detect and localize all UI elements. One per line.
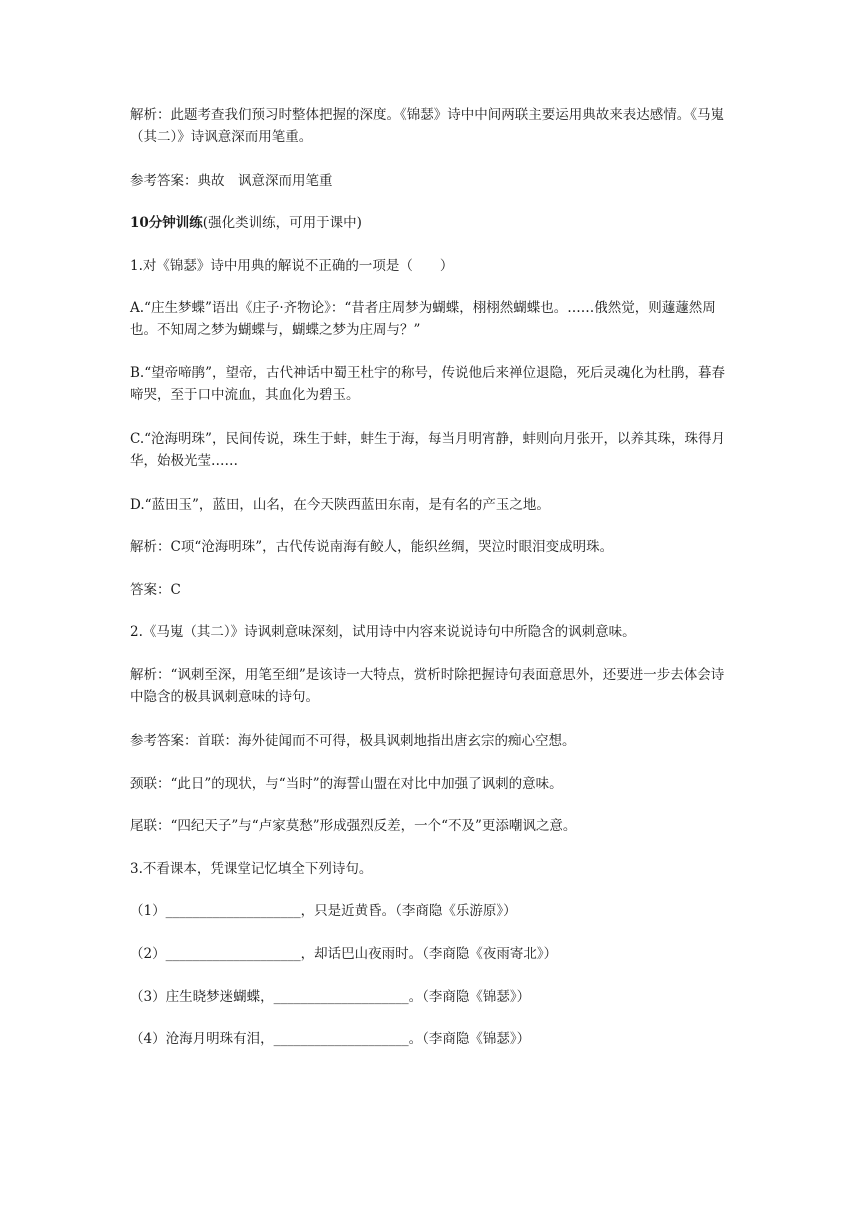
- question-1-option-b: B.“望帝啼鹃”，望帝，古代神话中蜀王杜宇的称号，传说他后来禅位退隐，死后灵魂化为杜鹃，暮春啼哭，至于口中流血，其血化为碧玉。: [130, 365, 726, 403]
- question-2: 2.《马嵬（其二）》诗讽刺意味深刻，试用诗中内容来说说诗句中所隐含的讽刺意味。: [130, 624, 636, 640]
- question-1-analysis: 解析：C项“沧海明珠”，古代传说南海有鲛人，能织丝绸，哭泣时眼泪变成明珠。: [130, 539, 614, 555]
- question-3-item-1: （1）____________________，只是近黄昏。（李商隐《乐游原》）: [130, 903, 517, 919]
- section-title-subtitle: (强化类训练，可用于课中): [202, 215, 362, 231]
- section-title: [130, 212, 735, 234]
- question-1-option-c: C.“沧海明珠”，民间传说，珠生于蚌，蚌生于海，每当月明宵静，蚌则向月张开，以养其珠，珠得月华，始极光莹……: [130, 431, 725, 469]
- question-2-tail-couplet: 尾联：“四纪天子”与“卢家莫愁”形成强烈反差，一个“不及”更添嘲讽之意。: [130, 818, 577, 834]
- question-1: 1.对《锦瑟》诗中用典的解说不正确的一项是（ ）: [130, 258, 454, 274]
- reference-answer-intro: 参考答案：典故 讽意深而用笔重: [130, 173, 333, 189]
- question-1-option-d: D.“蓝田玉”，蓝田，山名，在今天陕西蓝田东南，是有名的产玉之地。: [130, 497, 550, 513]
- analysis-intro: 解析：此题考查我们预习时整体把握的深度。《锦瑟》诗中中间两联主要运用典故来表达感情。《马嵬（其二）》诗讽意深而用笔重。: [130, 107, 724, 145]
- section-title-bold: 10分钟训练: [130, 215, 203, 231]
- question-3: 3.不看课本，凭课堂记忆填全下列诗句。: [130, 861, 373, 877]
- question-3-item-4: （4）沧海月明珠有泪，____________________。（李商隐《锦瑟》）: [130, 1031, 531, 1047]
- question-2-reference-answer: 参考答案：首联：海外徒闻而不可得，极具讽刺地指出唐玄宗的痴心空想。: [130, 733, 576, 749]
- question-1-option-a: A.“庄生梦蝶”语出《庄子·齐物论》：“昔者庄周梦为蝴蝶，栩栩然蝴蝶也。……俄然觉，则蘧蘧然周也。不知周之梦为蝴蝶与，蝴蝶之梦为庄周与？”: [130, 300, 716, 338]
- question-3-item-2: （2）____________________，却话巴山夜雨时。（李商隐《夜雨寄北》）: [130, 946, 558, 962]
- question-1-answer: 答案：C: [130, 582, 181, 598]
- question-2-neck-couplet: 颈联：“此日”的现状，与“当时”的海誓山盟在对比中加强了讽刺的意味。: [130, 776, 563, 792]
- question-2-analysis: 解析：“讽刺至深，用笔至细”是该诗一大特点，赏析时除把握诗句表面意思外，还要进一步去体会诗中隐含的极具讽刺意味的诗句。: [130, 667, 725, 705]
- question-3-item-3: （3）庄生晓梦迷蝴蝶，____________________。（李商隐《锦瑟》）: [130, 989, 531, 1005]
